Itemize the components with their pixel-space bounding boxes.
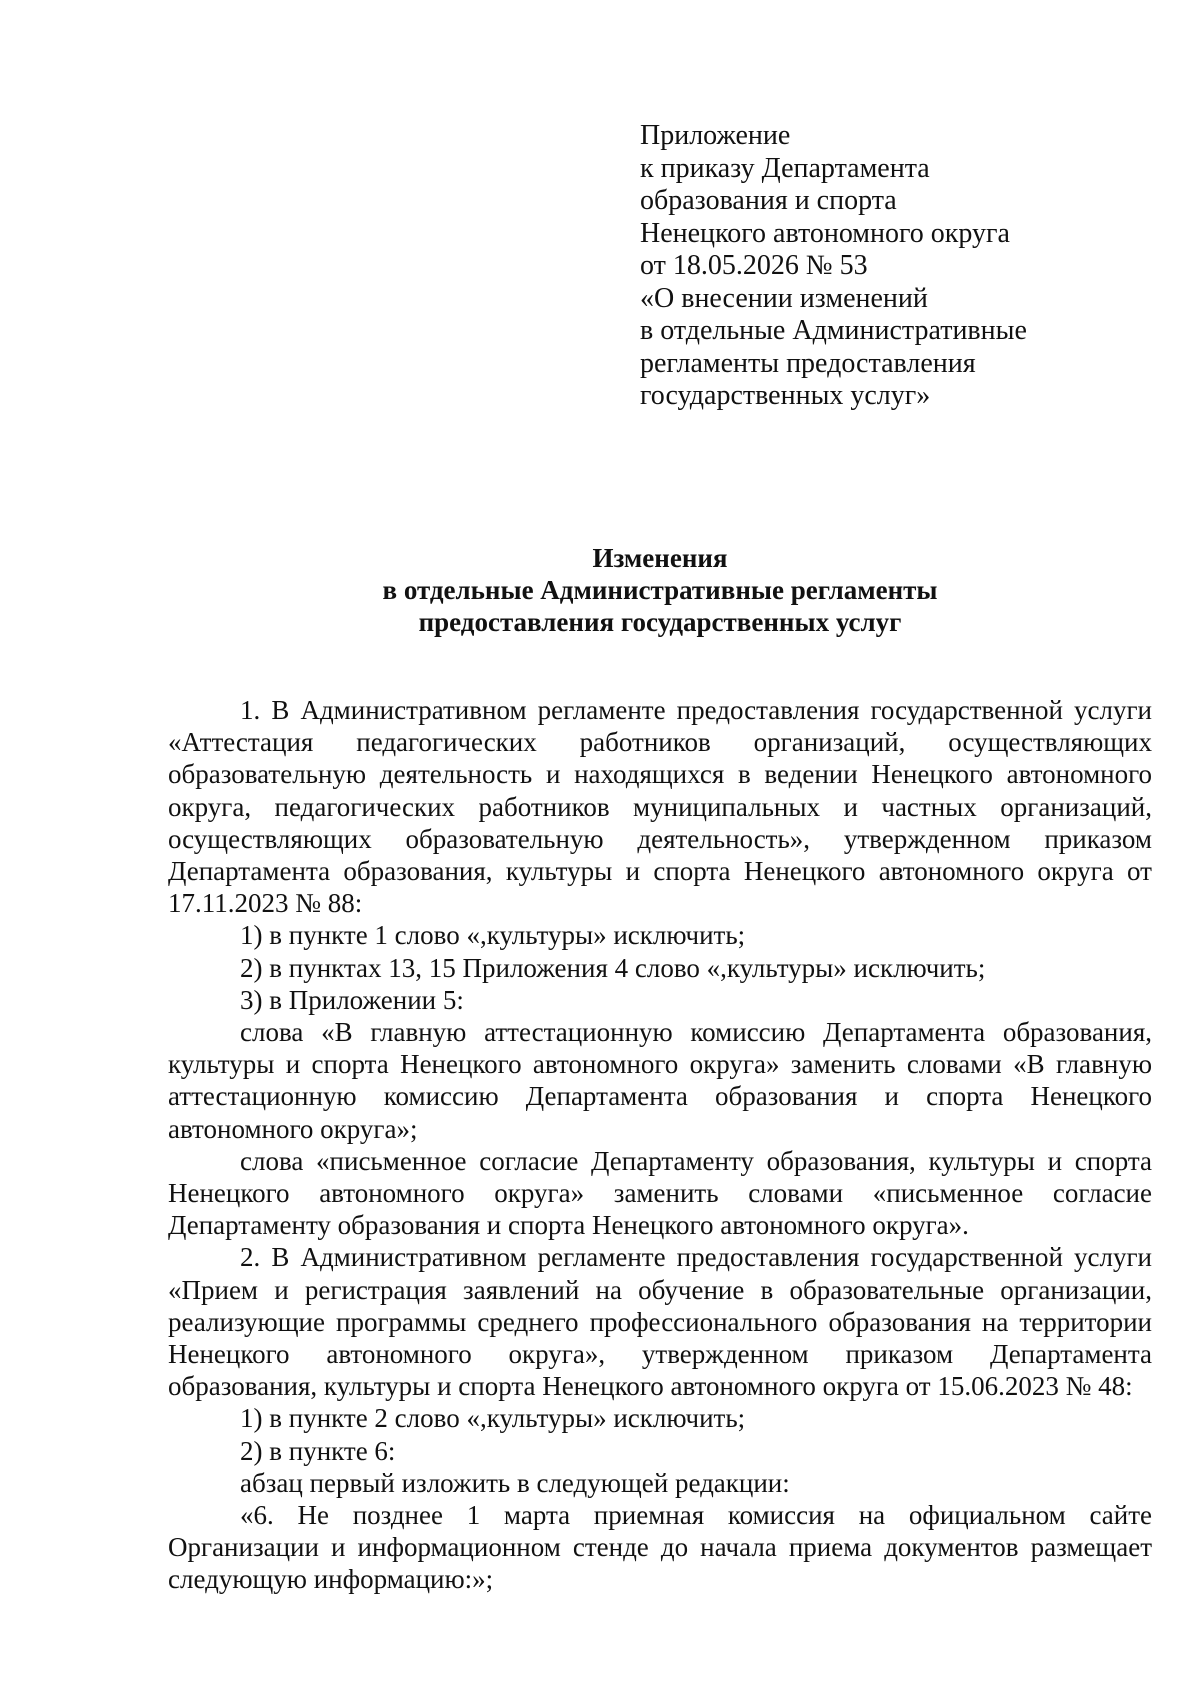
document-body [168, 694, 1152, 1596]
body-paragraph: 1) в пункте 2 слово «,культуры» исключить; [240, 1403, 746, 1434]
appendix-reference-block [640, 120, 1110, 413]
appendix-line: регламенты предоставления [640, 347, 976, 379]
appendix-line: от 18.05.2026 № 53 [640, 250, 868, 281]
document-title [168, 542, 1152, 638]
appendix-line: Приложение [640, 120, 791, 151]
body-paragraph: 1. В Административном регламенте предоставления государственной услуги «Аттестация педагогических работников организаций, осуществляющих образовательную деятельность и находящихся в ведении Ненецкого автономного округа, педагогических работников муниципальных и частных организаций, осуществляющих образовательную деятельность», утвержденном приказом Департамента образования, культуры и спорта Ненецкого автономного округа от 17.11.2023 № 88: [168, 695, 1152, 919]
title-line: в отдельные Административные регламенты [382, 575, 938, 605]
body-paragraph: 2. В Административном регламенте предоставления государственной услуги «Прием и регистрация заявлений на обучение в образовательные организации, реализующие программы среднего профессионального образования на территории Ненецкого автономного округа», утвержденном приказом Департамента образования, культуры и спорта Ненецкого автономного округа от 15.06.2023 № 48: [168, 1242, 1152, 1402]
title-line: предоставления государственных услуг [418, 607, 902, 637]
appendix-line: образования и спорта [640, 185, 897, 216]
appendix-line: Ненецкого автономного округа [640, 217, 1010, 249]
body-paragraph: абзац первый изложить в следующей редакции: [240, 1467, 790, 1498]
appendix-line: в отдельные Административные [640, 315, 1027, 346]
body-paragraph: 2) в пункте 6: [240, 1435, 396, 1466]
title-line: Изменения [592, 543, 728, 573]
body-paragraph: 1) в пункте 1 слово «,культуры» исключить; [240, 920, 746, 951]
body-paragraph: 2) в пунктах 13, 15 Приложения 4 слово «,культуры» исключить; [240, 952, 986, 983]
body-paragraph: «6. Не позднее 1 марта приемная комиссия на официальном сайте Организации и информационном стенде до начала приема документов размещает следующую информацию:»; [168, 1500, 1152, 1595]
body-paragraph: 3) в Приложении 5: [240, 984, 464, 1015]
appendix-line: государственных услуг» [640, 380, 931, 411]
appendix-line: к приказу Департамента [640, 152, 930, 184]
body-paragraph: слова «письменное согласие Департаменту образования, культуры и спорта Ненецкого автономного округа» заменить словами «письменное согласие Департаменту образования и спорта Ненецкого автономного округа». [168, 1145, 1152, 1241]
appendix-line: «О внесении изменений [640, 282, 928, 314]
body-paragraph: слова «В главную аттестационную комиссию Департамента образования, культуры и спорта Ненецкого автономного округа» заменить словами «В главную аттестационную комиссию Департамента образования и спорта Ненецкого автономного округа»; [168, 1017, 1152, 1144]
